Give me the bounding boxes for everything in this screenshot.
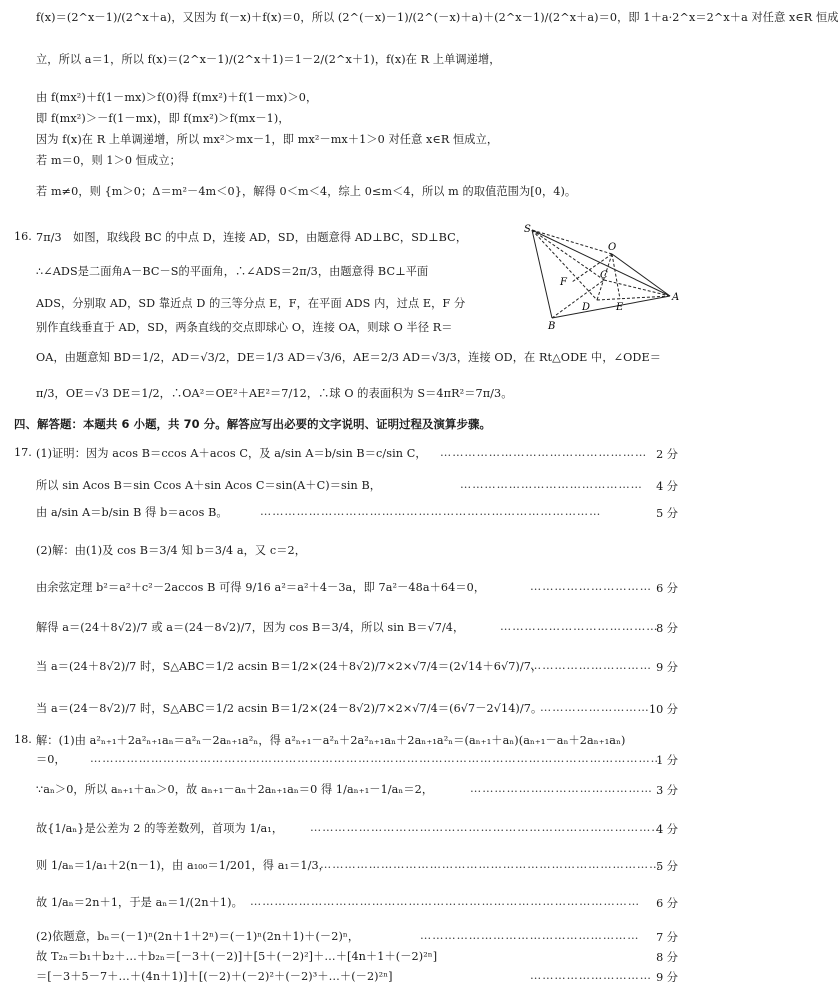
text-line: 别作直线垂直于 AD，SD，两条直线的交点即球心 O，连接 OA，则球 O 半径 R＝ — [36, 321, 453, 334]
fig-label-c: C — [600, 270, 608, 281]
text-line: 因为 f(x)在 R 上单调递增，所以 mx²＞mx－1，即 mx²－mx＋1＞0 对任意 x∈R 恒成立， — [36, 133, 499, 146]
dot-leader: …………………………………………………………………………………………………………………………… — [90, 752, 663, 765]
score-mark: 5 分 — [656, 860, 678, 873]
score-mark: 9 分 — [656, 661, 678, 674]
text-line: (2)依题意，bₙ＝(－1)ⁿ(2n＋1＋2ⁿ)＝(－1)ⁿ(2n＋1)＋(－2)ⁿ， — [36, 930, 360, 943]
text-line: ∴∠ADS是二面角A－BC－S的平面角，∴∠ADS＝2π/3，由题意得 BC⊥平面 — [36, 265, 429, 278]
text-line: 即 f(mx²)＞－f(1－mx)，即 f(mx²)＞f(mx－1)， — [36, 112, 290, 125]
score-mark: 5 分 — [656, 507, 678, 520]
dot-leader: ………………………………………………………………………… — [260, 505, 602, 518]
text-line: (2)解：由(1)及 cos B＝3/4 知 b＝3/4 a，又 c＝2， — [36, 544, 306, 557]
question-number: 17. — [14, 446, 32, 459]
dot-leader: …………………………………………………………………………… — [310, 821, 664, 834]
dot-leader: ………………………… — [530, 659, 652, 672]
text-line: ADS，分别取 AD，SD 靠近点 D 的三等分点 E，F，在平面 ADS 内，过点 E，F 分 — [36, 297, 466, 310]
text-line: 解：(1)由 a²ₙ₊₁＋2a²ₙ₊₁aₙ＝a²ₙ－2aₙ₊₁a²ₙ，得 a²ₙ₊₁－a²ₙ＋2a²ₙ₊₁aₙ＋2aₙ₊₁a²ₙ＝(aₙ₊₁＋aₙ)(aₙ₊₁－aₙ＋2aₙ₊₁aₙ) — [36, 734, 626, 747]
text-line: 由 f(mx²)＋f(1－mx)＞f(0)得 f(mx²)＋f(1－mx)＞0， — [36, 91, 318, 104]
dot-leader: ……………………… — [540, 701, 650, 714]
dot-leader: ………………………………… — [500, 620, 659, 633]
text-line: OA，由题意知 BD＝1/2，AD＝√3/2，DE＝1/3 AD＝√3/6，AE＝2/3 AD＝√3/3，连接 OD，在 Rt△ODE 中，∠ODE＝ — [36, 351, 662, 364]
question-number: 16. — [14, 230, 32, 243]
score-mark: 10 分 — [649, 703, 678, 716]
score-mark: 3 分 — [656, 784, 678, 797]
score-mark: 6 分 — [656, 582, 678, 595]
fig-label-b: B — [548, 321, 556, 332]
score-mark: 1 分 — [656, 754, 678, 767]
text-line: 当 a＝(24－8√2)/7 时，S△ABC＝1/2 acsin B＝1/2×(24－8√2)/7×2×√7/4＝(6√7－2√14)/7。 — [36, 702, 543, 715]
section-heading: 四、解答题：本题共 6 小题，共 70 分。解答应写出必要的文字说明、证明过程及演算步骤。 — [14, 417, 491, 431]
fig-label-f: F — [560, 277, 567, 288]
dot-leader: ………………………………………………………………………… — [320, 858, 662, 871]
fig-label-s: S — [524, 224, 531, 235]
score-mark: 4 分 — [656, 480, 678, 493]
fig-label-a: A — [672, 292, 680, 303]
text-line: 则 1/aₙ＝1/a₁＋2(n－1)，由 a₁₀₀＝1/201，得 a₁＝1/3， — [36, 859, 330, 872]
score-mark: 8 分 — [656, 951, 678, 964]
text-line: 若 m＝0，则 1＞0 恒成立； — [36, 154, 181, 167]
text-line: ＝[－3＋5－7＋…＋(4n＋1)]＋[(－2)＋(－2)²＋(－2)³＋…＋(－2)²ⁿ] — [36, 970, 393, 983]
text-line: 若 m≠0，则 {m＞0；Δ＝m²－4m＜0}，解得 0＜m＜4，综上 0≤m＜4，所以 m 的取值范围为[0，4)。 — [36, 185, 577, 198]
text-line: 由 a/sin A＝b/sin B 得 b＝acos B。 — [36, 506, 228, 519]
score-mark: 6 分 — [656, 897, 678, 910]
dot-leader: ………………………… — [530, 969, 652, 982]
text-line: π/3，OE＝√3 DE＝1/2，∴OA²＝OE²＋AE²＝7/12，∴球 O 的表面积为 S＝4πR²＝7π/3。 — [36, 387, 513, 400]
fig-label-o: O — [608, 242, 617, 253]
text-line: 解得 a＝(24＋8√2)/7 或 a＝(24－8√2)/7，因为 cos B＝3/4，所以 sin B＝√7/4， — [36, 621, 465, 634]
question-number: 18. — [14, 733, 32, 746]
text-line: 故{1/aₙ}是公差为 2 的等差数列，首项为 1/a₁， — [36, 822, 284, 835]
text-line: ＝0， — [36, 753, 66, 766]
dot-leader: ……………………………………… — [460, 478, 643, 491]
geometry-figure — [522, 222, 682, 332]
fig-label-e: E — [616, 302, 624, 313]
dot-leader: …………………………………………… — [440, 446, 648, 459]
dot-leader: ……………………………………… — [470, 782, 653, 795]
score-mark: 4 分 — [656, 823, 678, 836]
dot-leader: …………………………………………………………………………………… — [250, 895, 640, 908]
text-line: (1)证明：因为 acos B＝ccos A＋acos C，及 a/sin A＝b/sin B＝c/sin C， — [36, 447, 427, 460]
text-line: 立，所以 a＝1，所以 f(x)＝(2^x－1)/(2^x＋1)＝1－2/(2^x＋1)，f(x)在 R 上单调递增， — [36, 53, 501, 66]
dot-leader: ……………………………………………… — [420, 929, 640, 942]
fig-label-d: D — [582, 302, 591, 313]
text-line: 故 1/aₙ＝2n＋1，于是 aₙ＝1/(2n＋1)。 — [36, 896, 243, 909]
text-line: 当 a＝(24＋8√2)/7 时，S△ABC＝1/2 acsin B＝1/2×(24＋8√2)/7×2×√7/4＝(2√14＋6√7)/7， — [36, 660, 543, 673]
score-mark: 8 分 — [656, 622, 678, 635]
dot-leader: ………………………… — [530, 580, 652, 593]
text-line: 故 T₂ₙ＝b₁＋b₂＋…＋b₂ₙ＝[－3＋(－2)]＋[5＋(－2)²]＋…＋[4n＋1＋(－2)²ⁿ] — [36, 950, 438, 963]
score-mark: 9 分 — [656, 971, 678, 984]
text-line: 7π/3 如图，取线段 BC 的中点 D，连接 AD，SD，由题意得 AD⊥BC，SD⊥BC， — [36, 231, 468, 244]
text-line: f(x)＝(2^x－1)/(2^x＋a)，又因为 f(－x)＋f(x)＝0，所以 (2^(－x)－1)/(2^(－x)＋a)＋(2^x－1)/(2^x＋a)＝0，即 1＋a·2^x＝2^x＋a 对任意 x∈R 恒成 — [36, 11, 839, 24]
score-mark: 7 分 — [656, 931, 678, 944]
score-mark: 2 分 — [656, 448, 678, 461]
text-line: 所以 sin Acos B＝sin Ccos A＋sin Acos C＝sin(A＋C)＝sin B， — [36, 479, 382, 492]
text-line: ∵aₙ＞0，所以 aₙ₊₁＋aₙ＞0，故 aₙ₊₁－aₙ＋2aₙ₊₁aₙ＝0 得 1/aₙ₊₁－1/aₙ＝2， — [36, 783, 434, 796]
text-line: 由余弦定理 b²＝a²＋c²－2accos B 可得 9/16 a²＝a²＋4－3a，即 7a²－48a＋64＝0， — [36, 581, 486, 594]
